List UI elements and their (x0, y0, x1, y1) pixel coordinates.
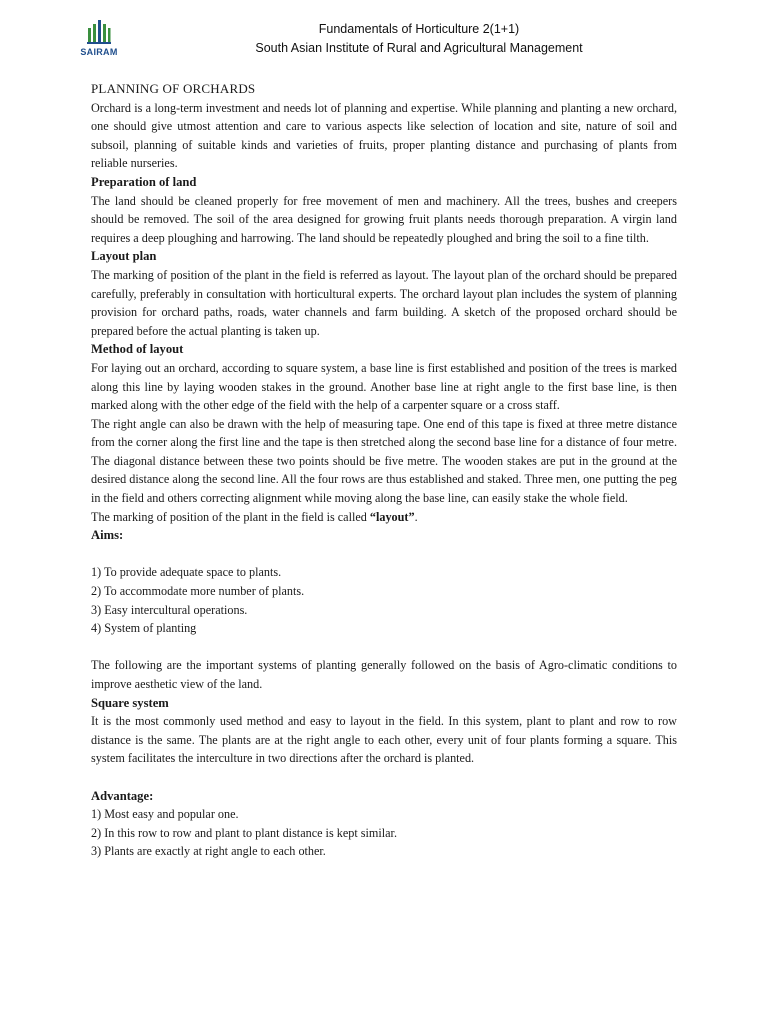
intro-paragraph: Orchard is a long-term investment and needs lot of planning and expertise. While planning and planting a new orchard, one should give utmost attention and care to various aspects like selection of location and site, nature of soil and subsoil, planning of suitable kinds and varieties of fruits, proper planting distance and purchasing of plants from reliable nurseries. (91, 100, 677, 171)
list-item: 2) In this row to row and plant to plant distance is kept similar. (91, 825, 397, 840)
sairam-logo-icon (86, 18, 112, 46)
spacer (91, 638, 677, 657)
square-system-paragraph: It is the most commonly used method and easy to layout in the field. In this system, plant to plant and row to row distance is the same. The plants are at the right angle to each other, every unit of four plants forming a square. This system facilitates the interculture in two directions after the orchard is planted. (91, 714, 677, 766)
aims-list (91, 563, 677, 637)
method-paragraph-3 (91, 508, 677, 527)
institute-logo (78, 18, 120, 62)
list-item: 2) To accommodate more number of plants. (91, 584, 305, 599)
preparation-paragraph: The land should be cleaned properly for free movement of men and machinery. All the trees, bushes and creepers should be removed. The soil of the area designed for growing fruit plants needs thorough preparation. A virgin land requires a deep ploughing and harrowing. The land should be repeatedly ploughed and bring the soil to a fine tilth. (91, 193, 677, 245)
list-item: 1) Most easy and popular one. (91, 807, 239, 822)
logo-text: SAIRAM (80, 47, 118, 57)
heading-layout-plan: Layout plan (91, 249, 157, 264)
heading-preparation-of-land: Preparation of land (91, 174, 197, 189)
spacer (91, 545, 677, 564)
page-header (0, 0, 768, 70)
systems-paragraph: The following are the important systems of planting generally followed on the basis of Agro-climatic conditions to improve aesthetic view of the land. (91, 658, 677, 691)
layout-definition-text: The marking of position of the plant in the field is called (91, 509, 370, 524)
method-paragraph-1: For laying out an orchard, according to square system, a base line is first established and position of the trees is marked along this line by laying wooden stakes in the ground. Another base line at right angle to the first base line, is then marked along with the other edge of the field with the help of a carpenter square or a cross staff. (91, 360, 677, 413)
list-item: 4) System of planting (91, 621, 197, 636)
method-paragraph-2: The right angle can also be drawn with the help of measuring tape. One end of this tape is fixed at three metre distance from the corner along the first line and the tape is then stretched along the second base line for a distance of four metre. The diagonal distance between these two points should be five metre. The wooden stakes are put in the ground at the desired distance along the second line. All the four rows are thus established and staked. Three men, one putting the peg in the field and others correcting alignment while moving along the base line, can easily stake the whole field. (91, 416, 677, 506)
heading-method-of-layout: Method of layout (91, 342, 184, 357)
advantages-list (91, 805, 677, 861)
heading-square-system: Square system (91, 695, 169, 710)
list-item: 3) Plants are exactly at right angle to each other. (91, 844, 326, 859)
heading-aims: Aims: (91, 528, 124, 543)
list-item: 1) To provide adequate space to plants. (91, 565, 282, 580)
header-titles (130, 20, 708, 58)
heading-advantage: Advantage: (91, 788, 154, 803)
list-item: 3) Easy intercultural operations. (91, 602, 248, 617)
document-body (91, 80, 677, 861)
layout-term: “layout” (369, 509, 415, 524)
course-title: Fundamentals of Horticulture 2(1+1) (318, 22, 520, 36)
spacer (91, 768, 677, 787)
institute-name: South Asian Institute of Rural and Agricultural Management (255, 41, 583, 55)
layout-paragraph: The marking of position of the plant in the field is referred as layout. The layout plan of the orchard should be prepared carefully, preferably in consultation with horticultural experts. The orchard layout plan includes the system of planning provision for orchard paths, roads, water channels and farm building. A sketch of the proposed orchard should be prepared before the actual planting is taken up. (91, 267, 677, 338)
layout-definition-end: . (414, 509, 418, 524)
document-title: PLANNING OF ORCHARDS (91, 81, 256, 96)
